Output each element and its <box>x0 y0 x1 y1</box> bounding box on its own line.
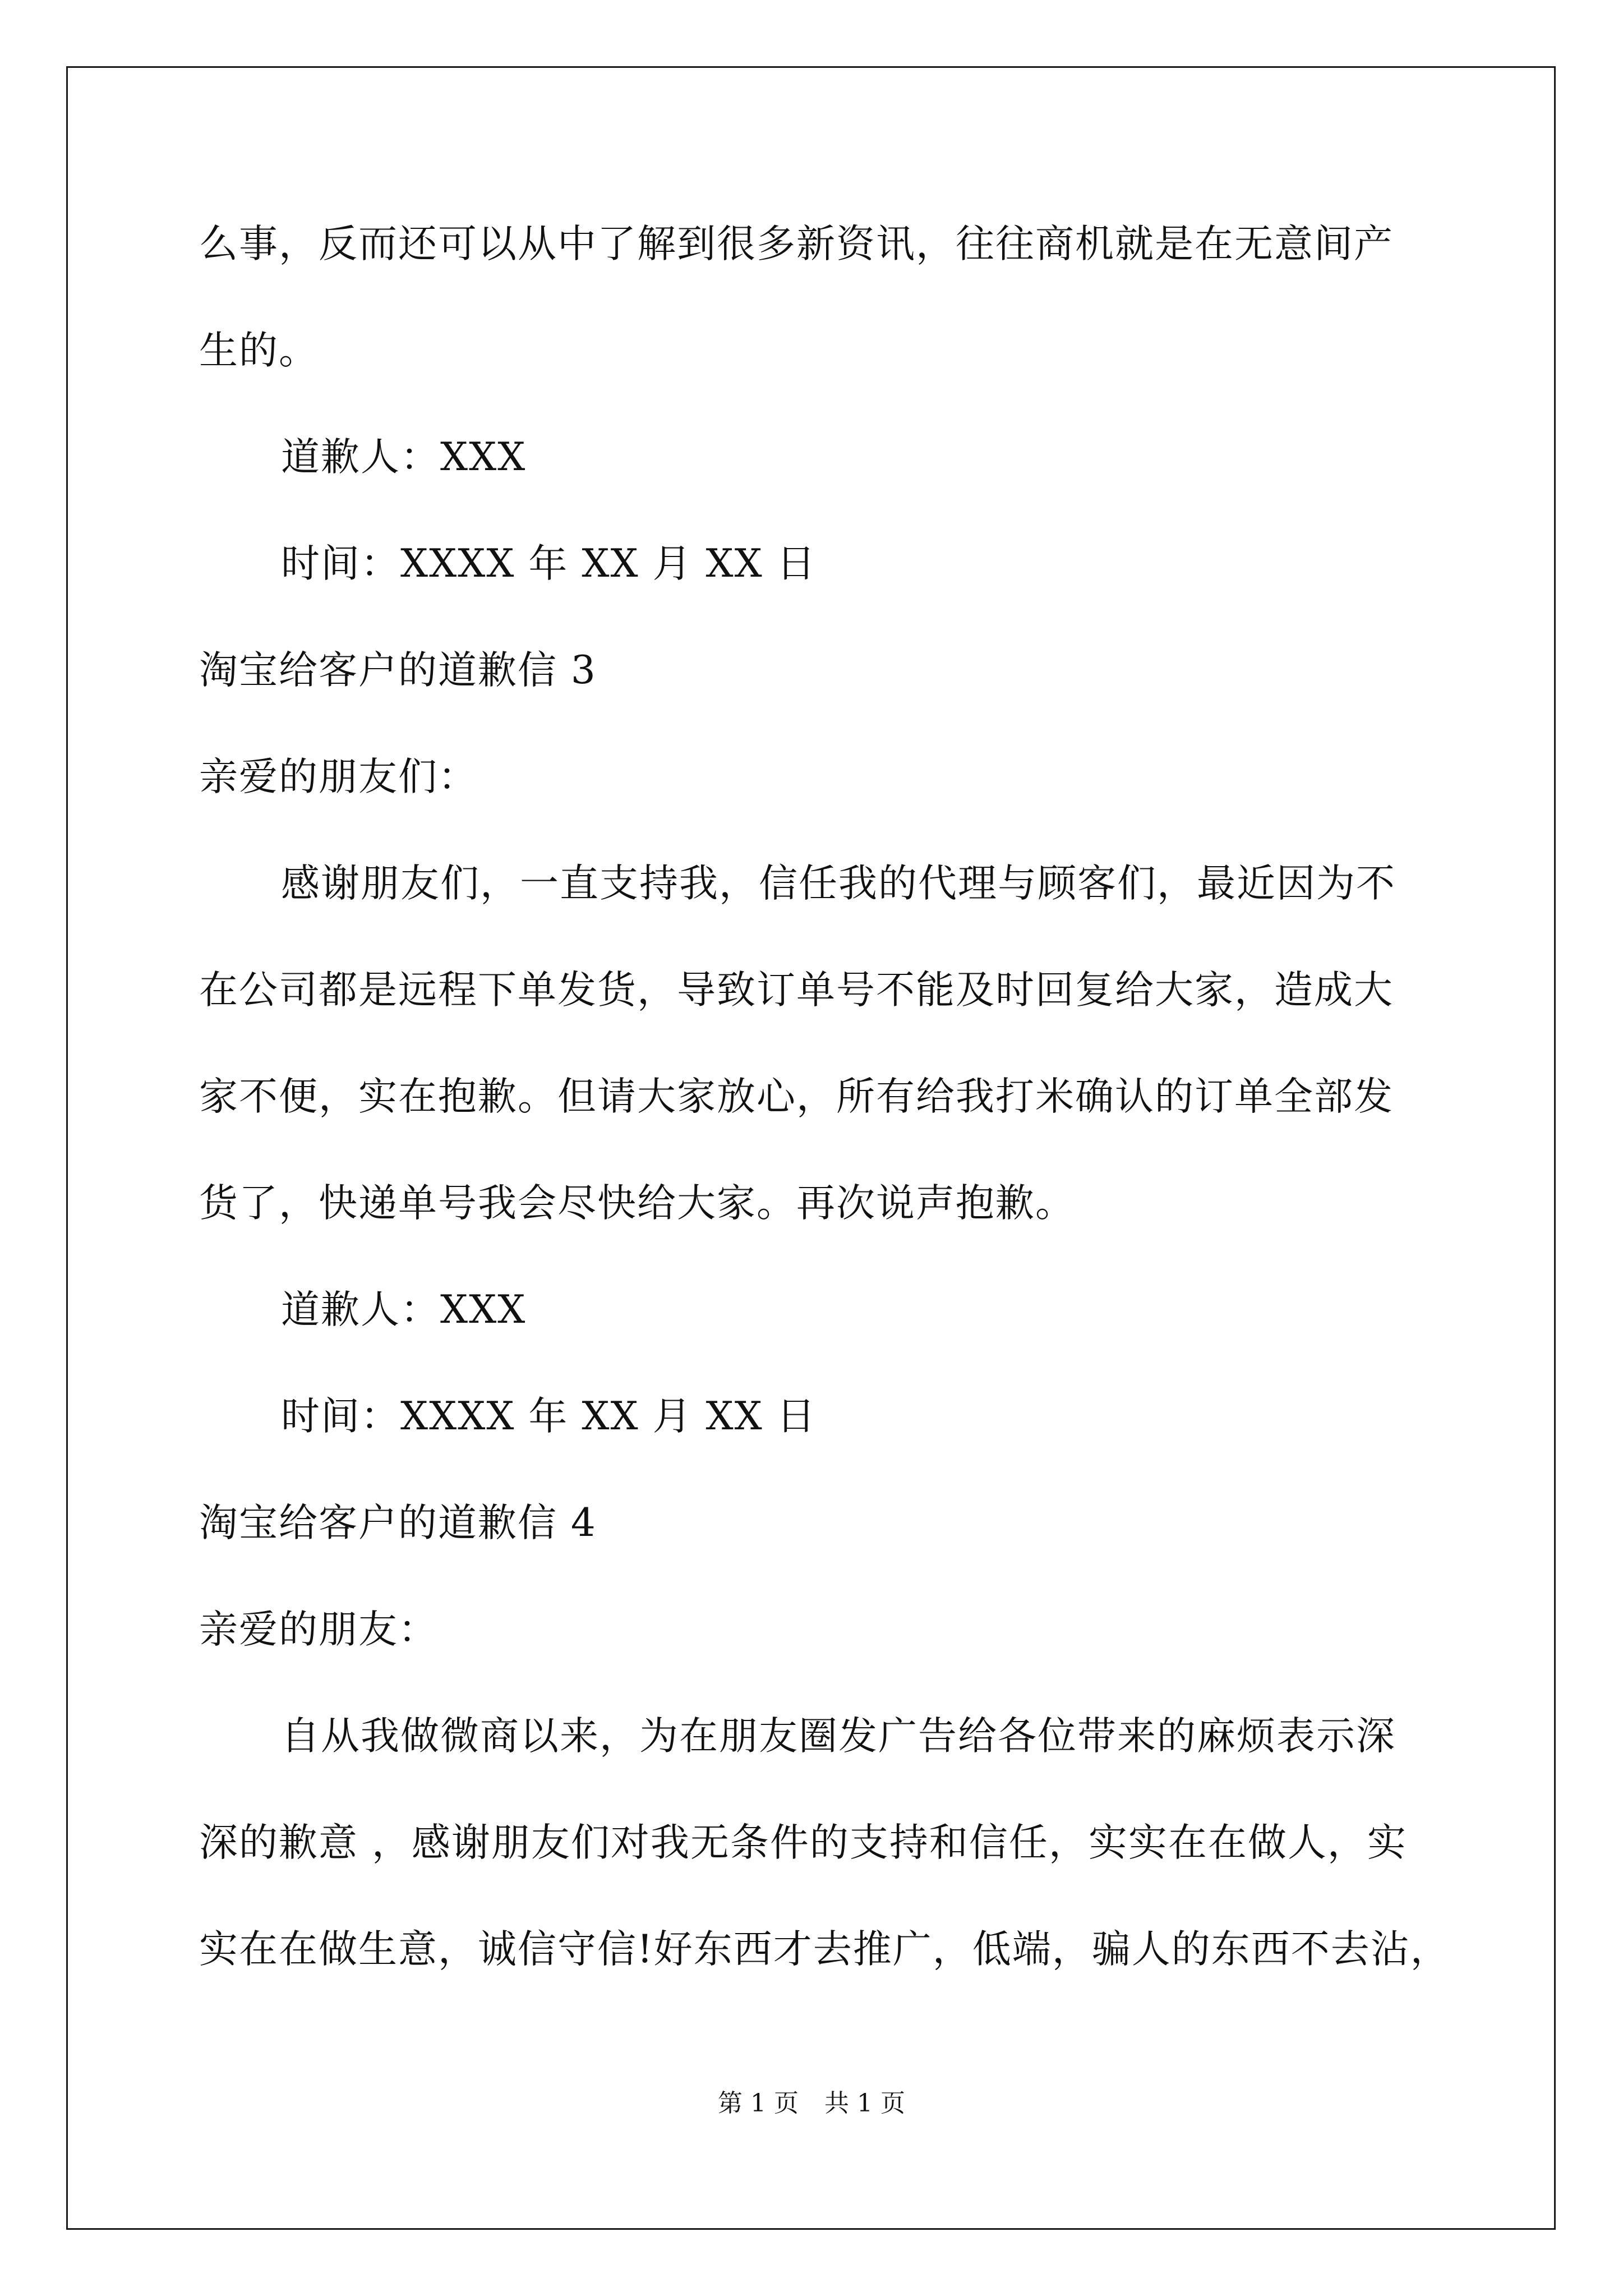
date-line: 时间：XXXX 年 XX 月 XX 日 <box>281 541 817 586</box>
paragraph-3-line-4: 货了，快递单号我会尽快给大家。再次说声抱歉。 <box>199 1181 1075 1226</box>
paragraph-3-line-2: 在公司都是远程下单发货，导致订单号不能及时回复给大家，造成大 <box>199 968 1394 1013</box>
paragraph-4-line-3: 实在在做生意，诚信守信!好东西才去推广，低端，骗人的东西不去沾， <box>199 1927 1450 1972</box>
text-line-2: 生的。 <box>199 328 319 373</box>
page-number: 第 1 页 <box>718 2089 799 2118</box>
paragraph-4-line-2: 深的歉意 ，感谢朋友们对我无条件的支持和信任，实实在在做人，实 <box>199 1820 1407 1865</box>
page-total: 共 1 页 <box>824 2089 905 2118</box>
document-body <box>199 191 1450 2003</box>
paragraph-3-line-3: 家不便，实在抱歉。但请大家放心，所有给我打米确认的订单全部发 <box>199 1074 1394 1119</box>
section-title-3: 淘宝给客户的道歉信 3 <box>199 648 597 693</box>
salutation-4: 亲爱的朋友： <box>199 1607 438 1652</box>
date-line-3: 时间：XXXX 年 XX 月 XX 日 <box>281 1394 817 1439</box>
salutation-3: 亲爱的朋友们： <box>199 754 478 799</box>
page-footer <box>0 2087 1623 2120</box>
apologizer-line-3: 道歉人：XXX <box>281 1287 527 1332</box>
paragraph-4-line-1: 自从我做微商以来，为在朋友圈发广告给各位带来的麻烦表示深 <box>281 1714 1396 1759</box>
section-title-4: 淘宝给客户的道歉信 4 <box>199 1501 597 1545</box>
apologizer-line: 道歉人：XXX <box>281 435 527 480</box>
text-line-1: 么事，反而还可以从中了解到很多新资讯，往往商机就是在无意间产 <box>199 222 1394 266</box>
paragraph-3-line-1: 感谢朋友们，一直支持我，信任我的代理与顾客们，最近因为不 <box>281 861 1396 906</box>
